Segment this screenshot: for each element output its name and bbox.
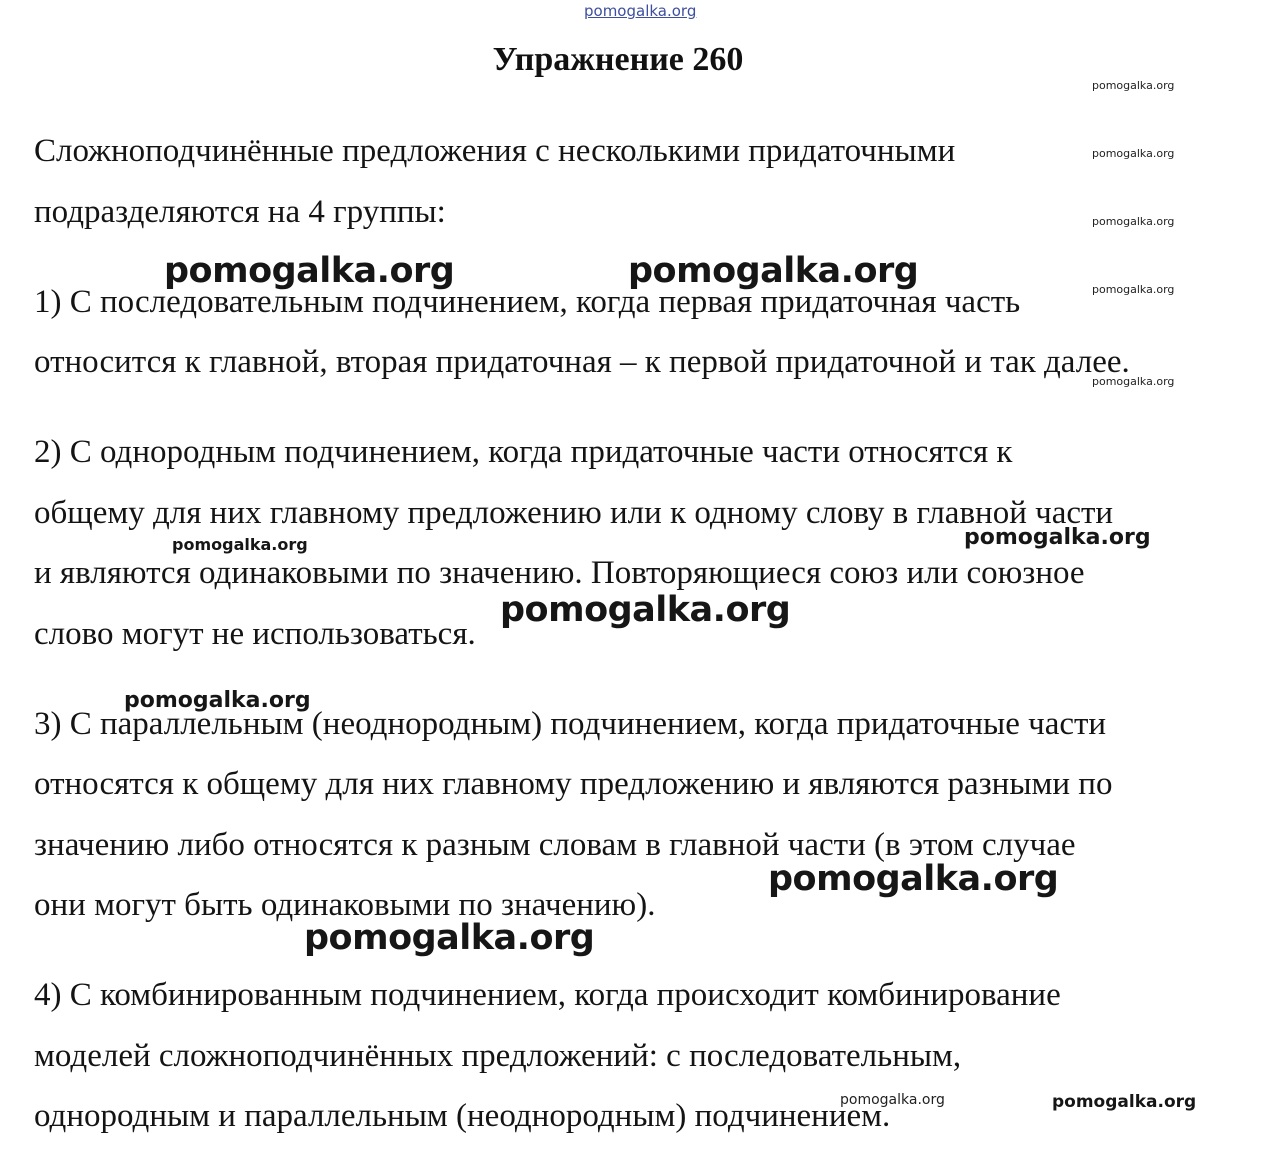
watermark-small-1: pomogalka.org [1092, 79, 1175, 92]
group-2-line-3: и являются одинаковыми по значению. Повторяющиеся союз или союзное [34, 555, 1085, 591]
group-4-line-2: моделей сложноподчинённых предложений: с последовательным, [34, 1038, 962, 1074]
watermark-big-4: pomogalka.org [768, 859, 1059, 899]
group-4-line-1: 4) С комбинированным подчинением, когда происходит комбинирование [34, 977, 1061, 1013]
watermark-small-2: pomogalka.org [1092, 147, 1175, 160]
watermark-small-4: pomogalka.org [1092, 283, 1175, 296]
watermark-small-5: pomogalka.org [1092, 375, 1175, 388]
watermark-medium-4: pomogalka.org [1052, 1092, 1197, 1112]
watermark-medium-2: pomogalka.org [124, 688, 311, 713]
top-watermark-link[interactable]: pomogalka.org [584, 2, 697, 20]
watermark-big-5: pomogalka.org [304, 918, 595, 958]
watermark-small-3: pomogalka.org [1092, 215, 1175, 228]
page-title: Упражнение 260 [492, 41, 744, 78]
watermark-medium-3: pomogalka.org [172, 535, 308, 554]
watermark-medium-1: pomogalka.org [964, 525, 1151, 550]
group-3-line-2: относятся к общему для них главному предложению и являются разными по [34, 766, 1113, 802]
watermark-big-1: pomogalka.org [164, 251, 455, 291]
group-3-line-1: 3) С параллельным (неоднородным) подчинением, когда придаточные части [34, 706, 1107, 742]
intro-line-1: Сложноподчинённые предложения с несколькими придаточными [34, 133, 956, 169]
watermark-small-6: pomogalka.org [840, 1092, 945, 1108]
group-3-line-3: значению либо относятся к разным словам в главной части (в этом случае [34, 827, 1076, 863]
group-2-line-4: слово могут не использоваться. [34, 616, 476, 652]
group-2-line-2: общему для них главному предложению или к одному слову в главной части [34, 495, 1114, 531]
group-3-line-4: они могут быть одинаковыми по значению). [34, 887, 656, 923]
group-2-line-1: 2) С однородным подчинением, когда придаточные части относятся к [34, 434, 1013, 470]
group-4-line-3: однородным и параллельным (неоднородным) подчинением. [34, 1098, 891, 1134]
intro-line-2: подразделяются на 4 группы: [34, 194, 446, 230]
watermark-big-2: pomogalka.org [628, 251, 919, 291]
watermark-big-3: pomogalka.org [500, 590, 791, 630]
group-1-line-2: относится к главной, вторая придаточная – к первой придаточной и так далее. [34, 344, 1130, 380]
group-1-line-1: 1) С последовательным подчинением, когда первая придаточная часть [34, 284, 1021, 320]
